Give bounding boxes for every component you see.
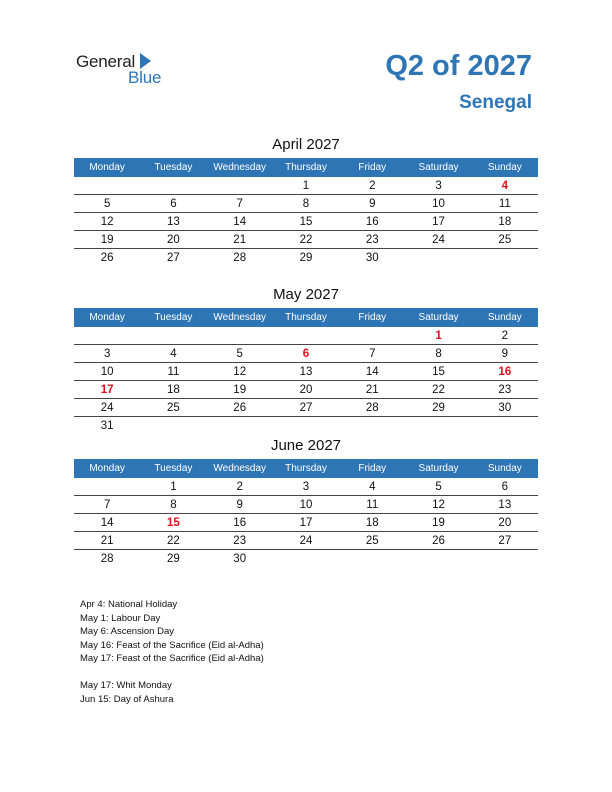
weekday-label: Tuesday: [154, 463, 193, 474]
week-row: [74, 177, 538, 195]
week-row: [74, 345, 538, 363]
country-name: Senegal: [459, 92, 532, 113]
day-cell: [207, 327, 273, 344]
day-cell: 3: [302, 481, 310, 493]
day-cell: 11: [366, 499, 379, 511]
weekday-header: [74, 308, 538, 327]
day-cell: 8: [302, 198, 310, 210]
day-cell: 2: [501, 330, 509, 342]
day-cell: [472, 550, 538, 567]
day-cell: 8: [435, 348, 442, 360]
week-row: [74, 363, 538, 381]
day-cell: 30: [365, 252, 379, 264]
day-cell: 1: [435, 330, 442, 342]
day-cell: 11: [167, 366, 180, 378]
weekday-label: Friday: [358, 312, 387, 323]
holiday-notes: [80, 598, 264, 706]
day-cell: 26: [100, 252, 114, 264]
day-cell: [405, 550, 471, 567]
note-spacer: [80, 666, 264, 680]
day-cell: [273, 417, 339, 434]
day-cell: 21: [233, 234, 247, 246]
week-row: [74, 327, 538, 345]
holiday-note: May 17: Whit Monday: [80, 680, 172, 691]
day-cell: 29: [299, 252, 313, 264]
week-row: [74, 478, 538, 496]
weekday-label: Monday: [89, 312, 125, 323]
day-cell: [405, 249, 471, 266]
day-cell: 16: [233, 517, 247, 529]
month-calendar: [74, 136, 538, 266]
day-cell: 27: [498, 535, 512, 547]
holiday-note: Apr 4: National Holiday: [80, 599, 178, 610]
month-calendar: [74, 286, 538, 434]
day-cell: 20: [167, 234, 180, 246]
day-cell: 15: [432, 366, 445, 378]
month-title: April 2027: [272, 136, 340, 153]
weekday-header: [74, 459, 538, 478]
day-cell: [74, 327, 140, 344]
day-cell: 27: [167, 252, 180, 264]
week-row: [74, 514, 538, 532]
holiday-note: May 1: Labour Day: [80, 612, 161, 624]
weekday-label: Friday: [358, 162, 387, 173]
day-cell: 30: [233, 553, 247, 565]
weekday-label: Wednesday: [213, 463, 267, 474]
day-cell: 23: [365, 234, 379, 246]
day-cell: 27: [299, 402, 313, 414]
day-cell: 22: [432, 384, 445, 396]
weekday-label: Monday: [89, 463, 125, 474]
day-cell: 9: [236, 499, 243, 511]
weekday-label: Sunday: [487, 312, 522, 323]
weekday-label: Friday: [358, 463, 387, 474]
day-cell: 28: [100, 553, 114, 565]
day-cell: [140, 417, 206, 434]
week-row: [74, 231, 538, 249]
day-cell: 20: [498, 517, 512, 529]
day-cell: 2: [236, 481, 243, 493]
day-cell: [273, 550, 339, 567]
day-cell: 31: [100, 420, 114, 432]
day-cell: [339, 327, 405, 344]
weekday-label: Sunday: [487, 162, 522, 173]
day-cell: 13: [498, 499, 512, 511]
day-cell: 7: [103, 499, 111, 511]
weekday-label: Thursday: [285, 162, 327, 173]
week-row: [74, 532, 538, 550]
day-cell: 12: [432, 499, 445, 511]
general-blue-logo: [76, 52, 176, 88]
day-cell: [472, 249, 538, 266]
day-cell: 18: [365, 517, 379, 529]
day-cell: 22: [167, 535, 180, 547]
day-cell: 19: [233, 384, 247, 396]
logo-blue-text: Blue: [128, 68, 162, 87]
day-cell: 24: [100, 402, 114, 414]
day-cell: 6: [170, 198, 177, 210]
day-cell: [405, 417, 471, 434]
day-cell: 16: [365, 216, 379, 228]
day-cell: 30: [498, 402, 512, 414]
month-title: May 2027: [273, 286, 339, 303]
weekday-label: Thursday: [285, 312, 327, 323]
day-cell: 23: [498, 384, 512, 396]
day-cell: 12: [233, 366, 247, 378]
day-cell: 7: [369, 348, 376, 360]
day-cell: 9: [501, 348, 509, 360]
weekday-label: Sunday: [487, 463, 522, 474]
day-cell: 10: [299, 499, 313, 511]
day-cell: 25: [498, 234, 512, 246]
weekday-label: Saturday: [418, 463, 459, 474]
day-cell: 19: [100, 234, 114, 246]
day-cell: 28: [365, 402, 379, 414]
day-cell: 29: [167, 553, 180, 565]
day-cell: 8: [170, 499, 177, 511]
month-calendar: [74, 437, 538, 567]
weekday-label: Wednesday: [213, 312, 267, 323]
holiday-note: May 16: Feast of the Sacrifice (Eid al-Adha): [80, 639, 264, 651]
day-cell: [472, 417, 538, 434]
day-cell: 13: [167, 216, 180, 228]
day-cell: 28: [233, 252, 247, 264]
week-row: [74, 496, 538, 514]
day-cell: 18: [498, 216, 512, 228]
holiday-note: Jun 15: Day of Ashura: [80, 693, 174, 705]
day-cell: 20: [299, 384, 313, 396]
holiday-note: May 6: Ascension Day: [80, 626, 174, 637]
weekday-label: Tuesday: [154, 312, 193, 323]
day-cell: 10: [100, 366, 114, 378]
week-row: [74, 213, 538, 231]
day-cell: [207, 417, 273, 434]
weekday-label: Monday: [89, 162, 125, 173]
day-cell: 2: [369, 180, 376, 192]
day-cell: 5: [236, 348, 243, 360]
weekday-label: Saturday: [418, 312, 459, 323]
weekday-label: Thursday: [285, 463, 327, 474]
day-cell: 26: [233, 402, 247, 414]
day-cell: 24: [299, 535, 313, 547]
day-cell: 9: [369, 198, 376, 210]
day-cell: 13: [299, 366, 313, 378]
holiday-note: May 17: Feast of the Sacrifice (Eid al-Adha): [80, 653, 264, 664]
day-cell: 3: [435, 180, 442, 192]
day-cell: 4: [369, 481, 376, 493]
week-row: [74, 195, 538, 213]
day-cell: 5: [435, 481, 442, 493]
weekday-label: Saturday: [418, 162, 459, 173]
day-cell: 14: [233, 216, 247, 228]
day-cell: 16: [498, 366, 512, 378]
week-row: [74, 399, 538, 417]
day-cell: [74, 478, 140, 495]
day-cell: 18: [167, 384, 180, 396]
day-cell: [140, 327, 206, 344]
day-cell: 1: [302, 180, 310, 192]
day-cell: [339, 417, 405, 434]
day-cell: 24: [432, 234, 445, 246]
day-cell: 11: [498, 198, 511, 210]
day-cell: 6: [302, 348, 310, 360]
day-cell: 25: [365, 535, 379, 547]
day-cell: 7: [236, 198, 243, 210]
day-cell: 25: [167, 402, 180, 414]
week-row: [74, 381, 538, 399]
day-cell: 17: [299, 517, 313, 529]
week-row: [74, 417, 538, 434]
day-cell: [207, 177, 273, 194]
day-cell: 6: [501, 481, 509, 493]
day-cell: [339, 550, 405, 567]
weekday-header: [74, 158, 538, 177]
day-cell: 21: [100, 535, 114, 547]
day-cell: 5: [103, 198, 111, 210]
week-row: [74, 550, 538, 567]
weekday-label: Tuesday: [154, 162, 193, 173]
day-cell: 10: [432, 198, 445, 210]
weekday-label: Wednesday: [213, 162, 267, 173]
day-cell: 21: [365, 384, 379, 396]
month-title: June 2027: [270, 437, 342, 454]
day-cell: 14: [100, 517, 114, 529]
day-cell: 1: [170, 481, 177, 493]
page-title: Q2 of 2027: [385, 50, 532, 82]
day-cell: 4: [501, 180, 509, 192]
day-cell: 3: [103, 348, 111, 360]
logo-flag-icon: [140, 53, 151, 69]
day-cell: 17: [100, 384, 114, 396]
day-cell: 14: [365, 366, 379, 378]
day-cell: [140, 177, 206, 194]
day-cell: [273, 327, 339, 344]
day-cell: 17: [432, 216, 445, 228]
week-row: [74, 249, 538, 266]
day-cell: 23: [233, 535, 247, 547]
day-cell: 4: [170, 348, 177, 360]
day-cell: [74, 177, 140, 194]
day-cell: 29: [432, 402, 445, 414]
day-cell: 12: [100, 216, 114, 228]
day-cell: 19: [432, 517, 445, 529]
day-cell: 15: [167, 517, 180, 529]
day-cell: 22: [299, 234, 313, 246]
logo-general-text: General: [76, 52, 136, 71]
day-cell: 15: [299, 216, 313, 228]
day-cell: 26: [432, 535, 445, 547]
